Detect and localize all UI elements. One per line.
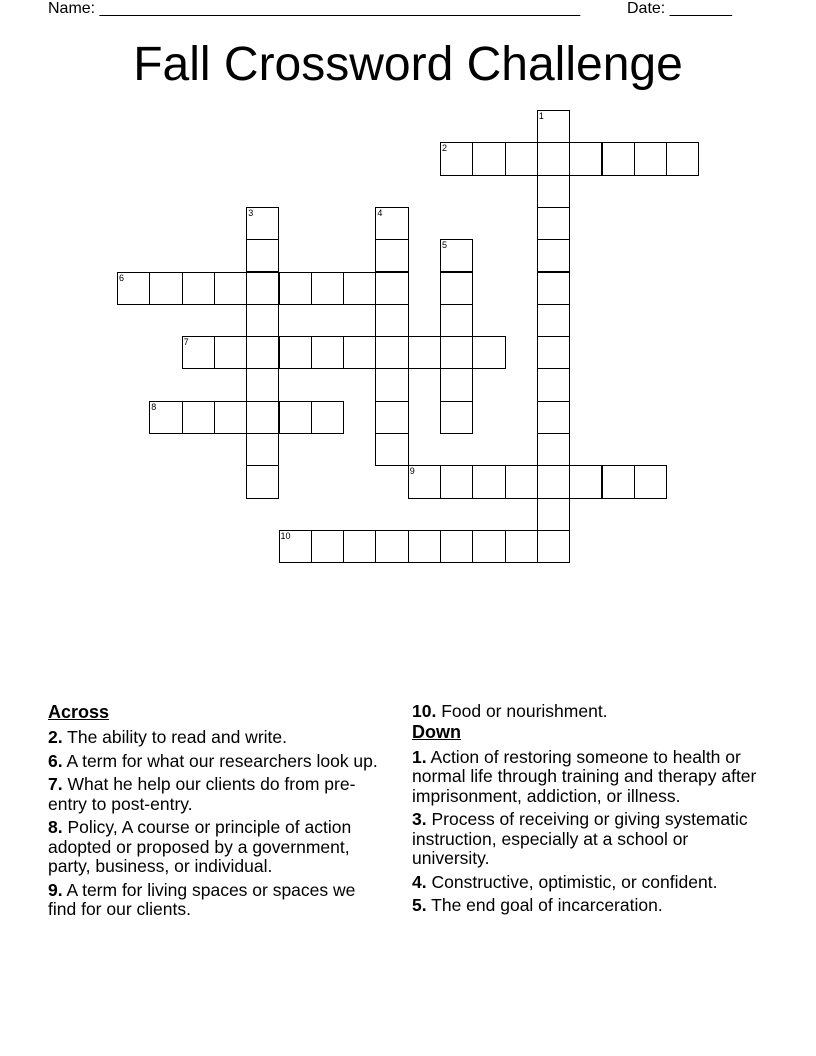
grid-cell[interactable] [472, 142, 505, 175]
grid-cell[interactable] [505, 465, 538, 498]
clue-down-3 [412, 810, 762, 869]
cell-number: 3 [248, 207, 254, 218]
grid-cell[interactable] [569, 142, 602, 175]
grid-cell[interactable] [440, 336, 473, 369]
clue-text: Policy, A course or principle of action adopted or proposed by a government, party, business, or individual. [48, 817, 352, 876]
grid-cell[interactable] [537, 207, 570, 240]
grid-cell[interactable] [182, 272, 215, 305]
grid-cell[interactable] [537, 530, 570, 563]
clue-number: 4. [412, 871, 427, 892]
grid-cell[interactable] [537, 498, 570, 531]
grid-cell[interactable] [246, 401, 279, 434]
grid-cell[interactable] [246, 368, 279, 401]
grid-cell[interactable] [602, 465, 635, 498]
clue-text: Constructive, optimistic, or confident. [431, 871, 718, 892]
clue-number: 6. [48, 750, 63, 771]
clue-across-6 [48, 752, 388, 772]
grid-cell[interactable] [537, 142, 570, 175]
clue-across-7 [48, 775, 388, 814]
grid-cell[interactable] [537, 465, 570, 498]
grid-cell[interactable] [537, 175, 570, 208]
grid-cell[interactable] [343, 336, 376, 369]
grid-cell[interactable] [214, 336, 247, 369]
clue-across-8 [48, 818, 388, 877]
grid-cell[interactable] [505, 530, 538, 563]
grid-cell[interactable] [505, 142, 538, 175]
grid-cell[interactable] [343, 272, 376, 305]
grid-cell[interactable] [311, 336, 344, 369]
clues-column-left [48, 702, 388, 924]
clue-text: What he help our clients do from pre-entry to post-entry. [48, 774, 356, 814]
grid-cell[interactable] [182, 401, 215, 434]
clue-across-9 [48, 881, 388, 920]
grid-cell[interactable] [311, 401, 344, 434]
cell-number: 8 [151, 401, 157, 412]
clue-text: Action of restoring someone to health or normal life through training and therapy after imprisonment, addiction, or illness. [412, 746, 757, 806]
grid-cell[interactable] [537, 110, 570, 143]
clue-text: A term for living spaces or spaces we find for our clients. [48, 879, 356, 919]
cell-number: 6 [119, 272, 125, 283]
clue-text: Food or nourishment. [441, 701, 608, 721]
down-heading: Down [412, 721, 461, 742]
cell-number: 7 [183, 337, 189, 348]
grid-cell[interactable] [149, 272, 182, 305]
grid-cell[interactable] [279, 272, 312, 305]
grid-cell[interactable] [311, 272, 344, 305]
grid-cell[interactable] [440, 530, 473, 563]
clue-number: 1. [412, 746, 427, 767]
grid-cell[interactable] [537, 336, 570, 369]
grid-cell[interactable] [246, 304, 279, 337]
clue-number: 10. [412, 701, 437, 721]
grid-cell[interactable] [440, 304, 473, 337]
grid-cell[interactable] [408, 465, 441, 498]
grid-cell[interactable] [375, 239, 408, 272]
grid-cell[interactable] [634, 142, 667, 175]
grid-cell[interactable] [375, 336, 408, 369]
clue-down-4 [412, 873, 762, 893]
name-field[interactable]: Name: ______________________________________________________ [48, 0, 581, 17]
page-title: Fall Crossword Challenge [133, 38, 683, 91]
grid-cell[interactable] [472, 336, 505, 369]
clue-text: The ability to read and write. [67, 727, 287, 747]
grid-cell[interactable] [472, 465, 505, 498]
cell-number: 4 [377, 207, 383, 218]
grid-cell[interactable] [182, 336, 215, 369]
grid-cell[interactable] [375, 272, 408, 305]
grid-cell[interactable] [537, 401, 570, 434]
grid-cell[interactable] [634, 465, 667, 498]
clue-across-10 [412, 702, 762, 722]
clue-number: 8. [48, 817, 63, 837]
grid-cell[interactable] [375, 207, 408, 240]
grid-cell[interactable] [279, 401, 312, 434]
grid-cell[interactable] [537, 239, 570, 272]
grid-cell[interactable] [375, 530, 408, 563]
grid-cell[interactable] [375, 368, 408, 401]
grid-cell[interactable] [311, 530, 344, 563]
clue-number: 7. [48, 774, 63, 794]
grid-cell[interactable] [537, 272, 570, 305]
clue-down-1 [412, 748, 762, 807]
grid-cell[interactable] [375, 304, 408, 337]
grid-cell[interactable] [537, 368, 570, 401]
grid-cell[interactable] [440, 142, 473, 175]
grid-cell[interactable] [602, 142, 635, 175]
clue-text: A term for what our researchers look up. [66, 750, 378, 771]
grid-cell[interactable] [569, 465, 602, 498]
grid-cell[interactable] [537, 433, 570, 466]
grid-cell[interactable] [246, 465, 279, 498]
grid-cell[interactable] [472, 530, 505, 563]
clue-across-2 [48, 728, 388, 748]
across-heading: Across [48, 702, 110, 722]
clue-number: 3. [412, 809, 427, 829]
grid-cell[interactable] [246, 272, 279, 305]
grid-cell[interactable] [246, 336, 279, 369]
grid-cell[interactable] [343, 530, 376, 563]
grid-cell[interactable] [375, 433, 408, 466]
clue-down-5 [412, 896, 762, 916]
cell-number: 1 [538, 111, 544, 121]
cell-number: 5 [442, 240, 448, 251]
grid-cell[interactable] [408, 530, 441, 563]
grid-cell[interactable] [440, 239, 473, 272]
clues-column-right [412, 702, 762, 920]
cell-number: 2 [442, 143, 448, 154]
grid-cell[interactable] [440, 272, 473, 305]
grid-cell[interactable] [214, 272, 247, 305]
grid-cell[interactable] [375, 401, 408, 434]
grid-cell[interactable] [149, 401, 182, 434]
grid-cell[interactable] [440, 401, 473, 434]
clue-number: 9. [48, 879, 63, 900]
grid-cell[interactable] [440, 465, 473, 498]
clue-text: The end goal of incarceration. [431, 895, 663, 915]
clue-number: 5. [412, 895, 427, 915]
grid-cell[interactable] [246, 239, 279, 272]
grid-cell[interactable] [279, 530, 312, 563]
grid-cell[interactable] [408, 336, 441, 369]
grid-cell[interactable] [537, 304, 570, 337]
cell-number: 10 [280, 530, 291, 541]
clue-text: Process of receiving or giving systematic instruction, especially at a school or university. [412, 809, 748, 868]
clue-number: 2. [48, 727, 63, 747]
grid-cell[interactable] [279, 336, 312, 369]
grid-cell[interactable] [666, 142, 699, 175]
grid-cell[interactable] [214, 401, 247, 434]
grid-cell[interactable] [246, 433, 279, 466]
grid-cell[interactable] [117, 272, 150, 305]
grid-cell[interactable] [246, 207, 279, 240]
date-field[interactable]: Date: _______ [627, 0, 732, 17]
grid-cell[interactable] [440, 368, 473, 401]
cell-number: 9 [409, 466, 415, 477]
